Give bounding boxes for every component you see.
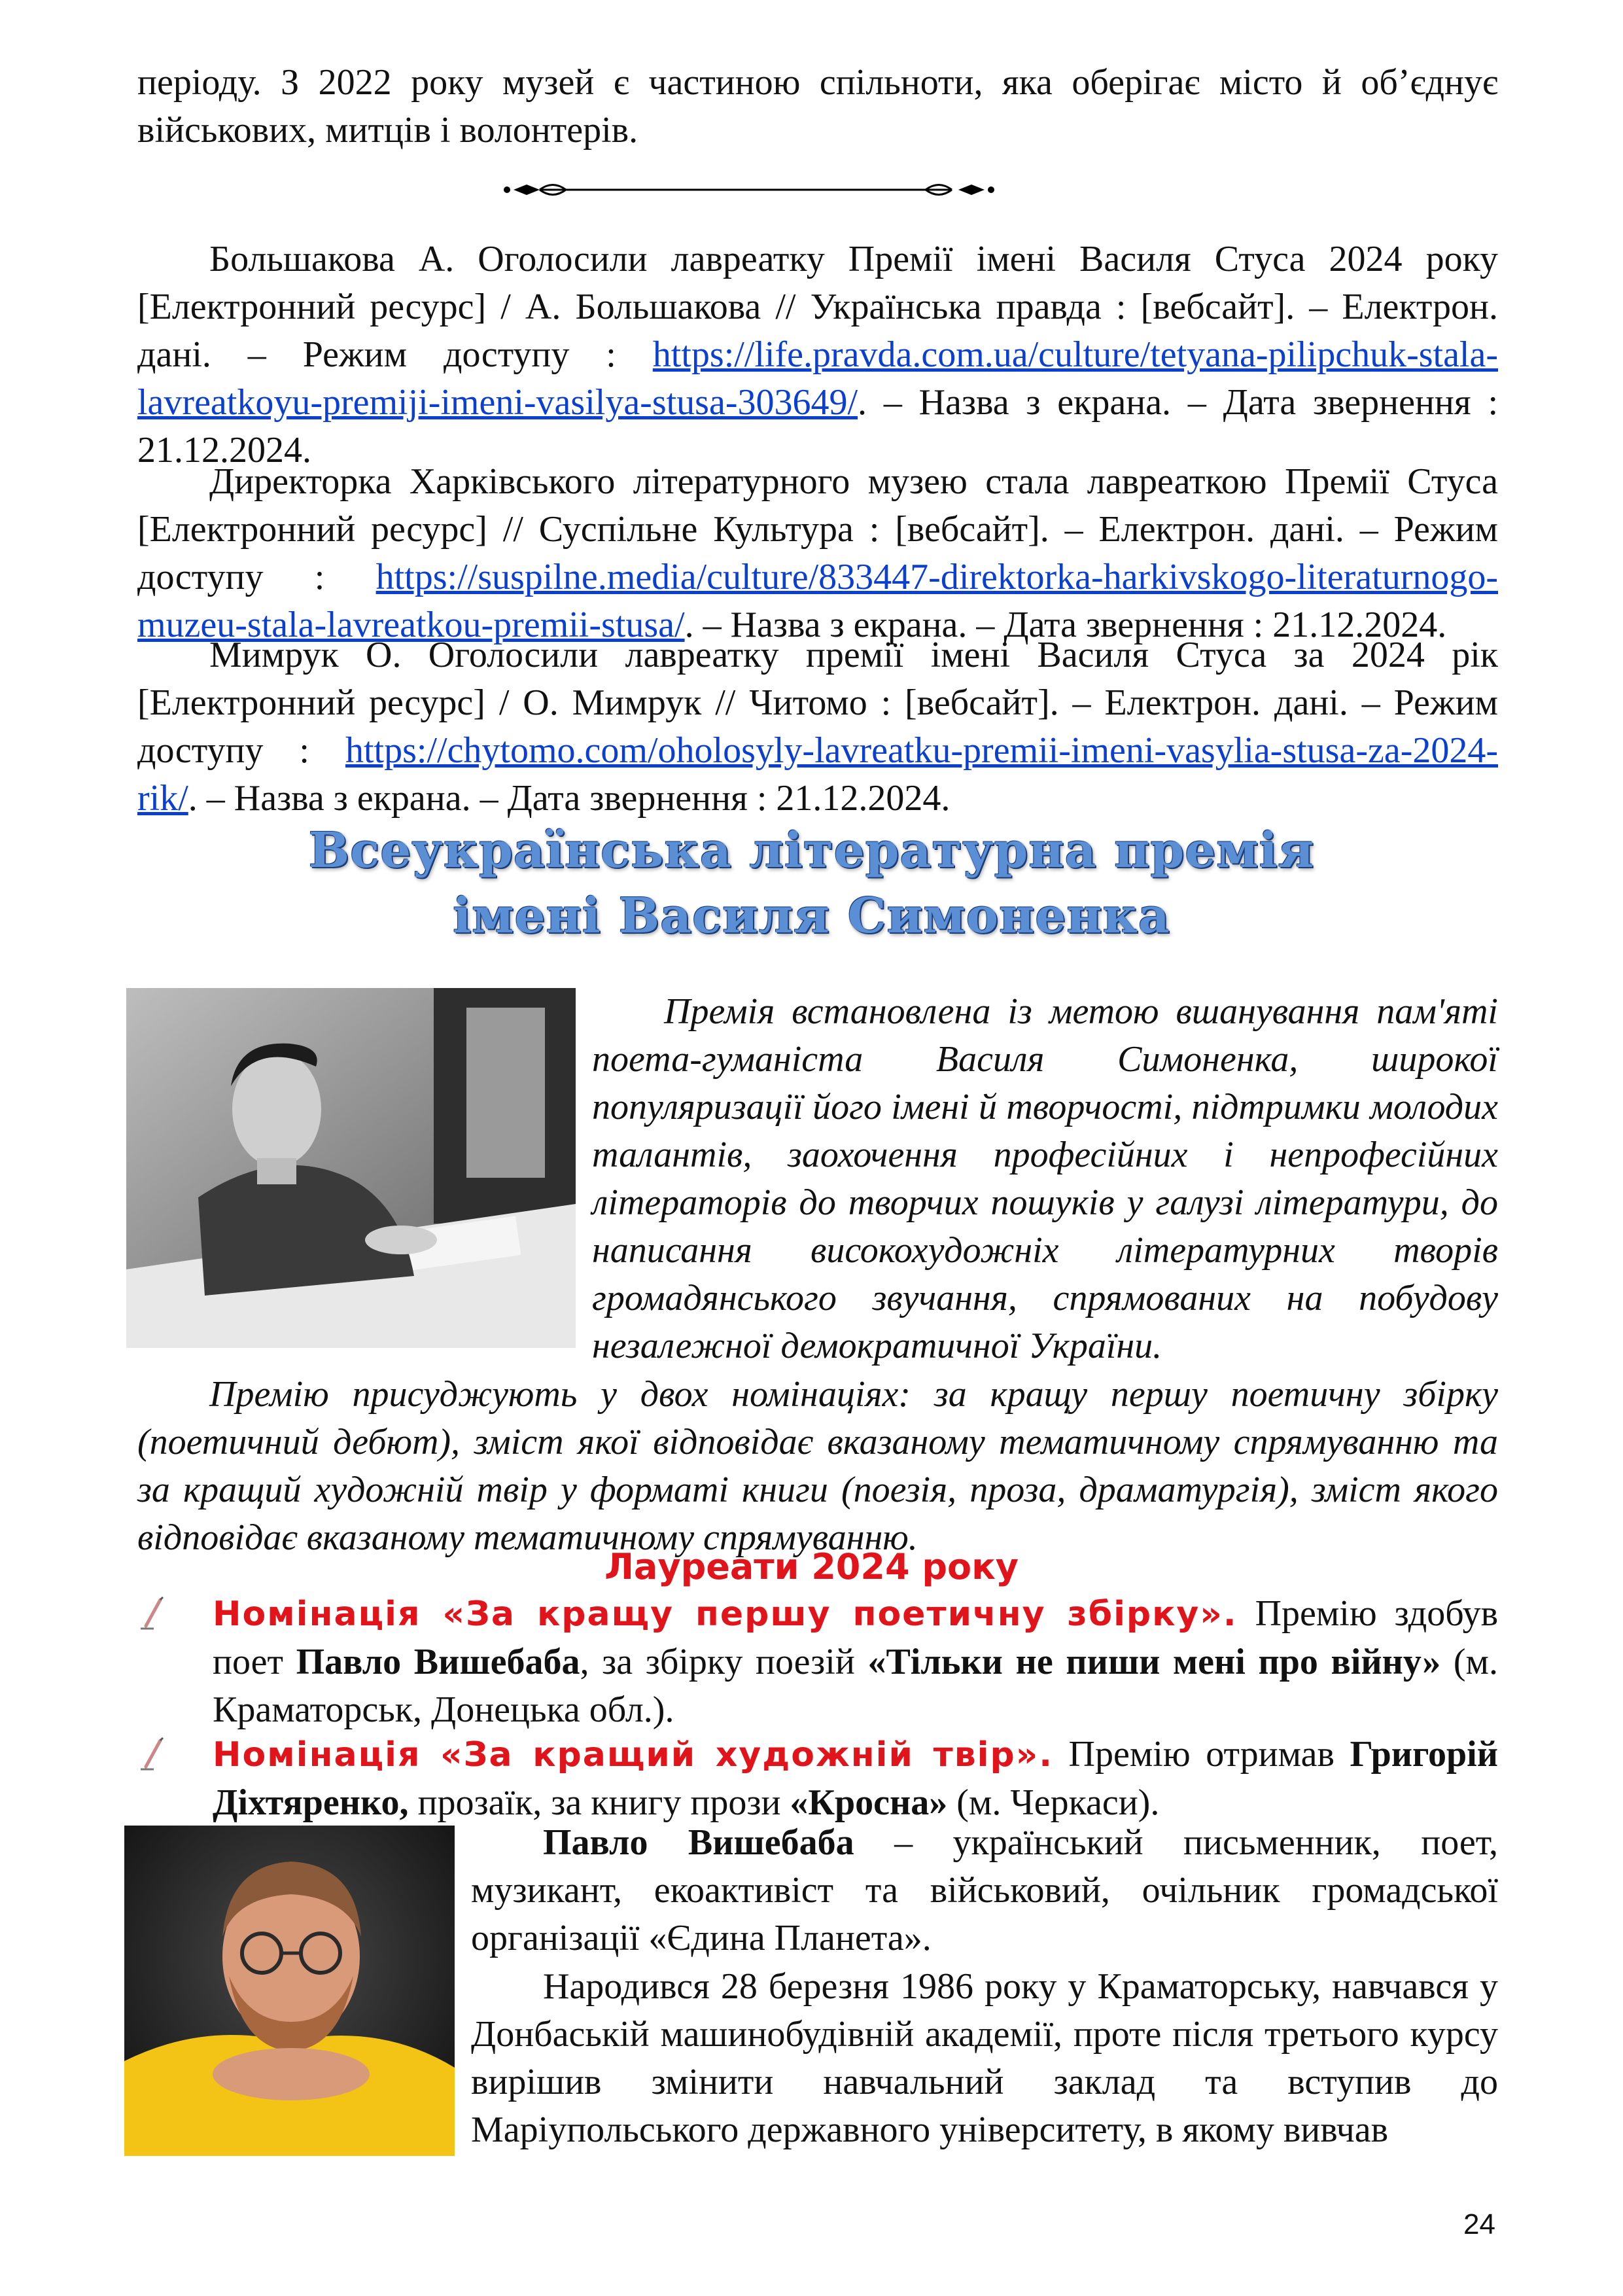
nomination-2 xyxy=(213,1731,1498,1827)
laureates-title: Лауреати 2024 року xyxy=(604,1546,1019,1587)
reference-1 xyxy=(137,236,1498,474)
quill-pen-icon xyxy=(134,1593,173,1633)
nomination-2-book: «Кросна» xyxy=(790,1782,948,1823)
reference-2-tail: . – Назва з екрана. – Дата звернення : 21.12.2024. xyxy=(684,605,1447,645)
nomination-1-text-b: , за збірку поезій xyxy=(580,1642,868,1682)
bio-paragraph-2: Народився 28 березня 1986 року у Краматорську, навчався у Донбаській машинобудівній академії, проте після третього курсу вирішив змінити навчальний заклад та вступив до Маріупольського державного університету, в якому вивчав xyxy=(471,1966,1498,2150)
reference-3-link[interactable]: https://chytomo.com/oholosyly-lavreatku-premii-imeni-vasylia-stusa-za-2024-rik/ xyxy=(137,730,1498,819)
reference-2-link[interactable]: https://suspilne.media/culture/833447-direktorka-harkivskogo-literaturnogo-muzeu-stala-lavreatkou-premii-stusa/ xyxy=(137,557,1498,645)
section-heading-line-1: Всеукраїнська літературна премія xyxy=(308,822,1315,879)
portrait-photo-bw xyxy=(126,988,576,1348)
reference-1-text: Большакова А. Оголосили лавреатку Премії імені Василя Стуса 2024 року [Електронний ресурс] / А. Большакова // Українська правда : [вебсайт]. – Електрон. дані. – Режим доступу : xyxy=(137,239,1498,375)
nomination-1-text-c: (м. Краматорськ, Донецька обл.). xyxy=(213,1642,1498,1730)
prize-nominations-description: Премію присуджують у двох номінаціях: за кращу першу поетичну збірку (поетичний дебют), зміст якої відповідає вказаному тематичному спрямуванню та за кращий художній твір у форматі книги (поезія, проза, драматургія), зміст якого відповідає вказаному тематичному спрямуванню. xyxy=(137,1374,1498,1558)
nomination-2-text-c: (м. Черкаси). xyxy=(947,1782,1160,1823)
bio-paragraph-1-text: – український письменник, поет, музикант, екоактивіст та військовий, очільник громадської організації «Єдина Планета». xyxy=(471,1822,1498,1958)
nomination-1-title: Номінація «За кращу першу поетичну збірку». xyxy=(213,1595,1238,1634)
ornamental-divider-icon xyxy=(500,177,998,203)
bio-paragraph-1 xyxy=(471,1819,1498,1962)
nomination-2-text-a: Премію отримав xyxy=(1053,1734,1350,1775)
prize-intro: Премія встановлена із метою вшанування пам'яті поета-гуманіста Василя Симоненка, широкої популяризації його імені й творчості, підтримки молодих талантів, заохочення професійних і непрофесійних літераторів до творчих пошуків у галузі літератури, до написання високохудожніх літературних творів громадянського звучання, спрямованих на побудову незалежної демократичної України. xyxy=(592,991,1498,1366)
nomination-1 xyxy=(213,1590,1498,1734)
nomination-2-title: Номінація «За кращий художній твір». xyxy=(213,1735,1054,1775)
reference-2 xyxy=(137,458,1498,649)
reference-1-link[interactable]: https://life.pravda.com.ua/culture/tetyana-pilipchuk-stala-lavreatkoyu-premiji-imeni-vasilya-stusa-303649/ xyxy=(137,334,1498,423)
section-heading-line-2: імені Василя Симоненка xyxy=(453,888,1170,944)
reference-3-tail: . – Назва з екрана. – Дата звернення : 21.12.2024. xyxy=(188,778,951,819)
reference-3 xyxy=(137,631,1498,822)
nomination-2-text-b: прозаїк, за книгу прози xyxy=(408,1782,790,1823)
quill-pen-icon xyxy=(134,1734,173,1773)
portrait-photo-color xyxy=(124,1826,455,2156)
continuation-paragraph: періоду. З 2022 року музей є частиною спільноти, яка оберігає місто й об’єднує військових, митців і волонтерів. xyxy=(137,62,1498,150)
nomination-1-laureate: Павло Вишебаба xyxy=(296,1642,580,1682)
reference-2-text: Директорка Харківського літературного музею стала лавреаткою Премії Стуса [Електронний ресурс] // Суспільне Культура : [вебсайт]. – Електрон. дані. – Режим доступу : xyxy=(137,461,1498,597)
nomination-2-laureate: Григорій Діхтяренко, xyxy=(213,1734,1498,1823)
reference-1-tail: . – Назва з екрана. – Дата звернення : 21.12.2024. xyxy=(137,382,1498,470)
page-number: 24 xyxy=(1463,2208,1495,2240)
bio-name: Павло Вишебаба xyxy=(543,1822,854,1863)
reference-3-text: Мимрук О. Оголосили лавреатку премії імені Василя Стуса за 2024 рік [Електронний ресурс] / О. Мимрук // Читомо : [вебсайт]. – Електрон. дані. – Режим доступу : xyxy=(137,635,1498,771)
nomination-1-book: «Тільки не пиши мені про війну» xyxy=(867,1642,1441,1682)
nomination-1-text-a: Премію здобув поет xyxy=(213,1593,1499,1682)
